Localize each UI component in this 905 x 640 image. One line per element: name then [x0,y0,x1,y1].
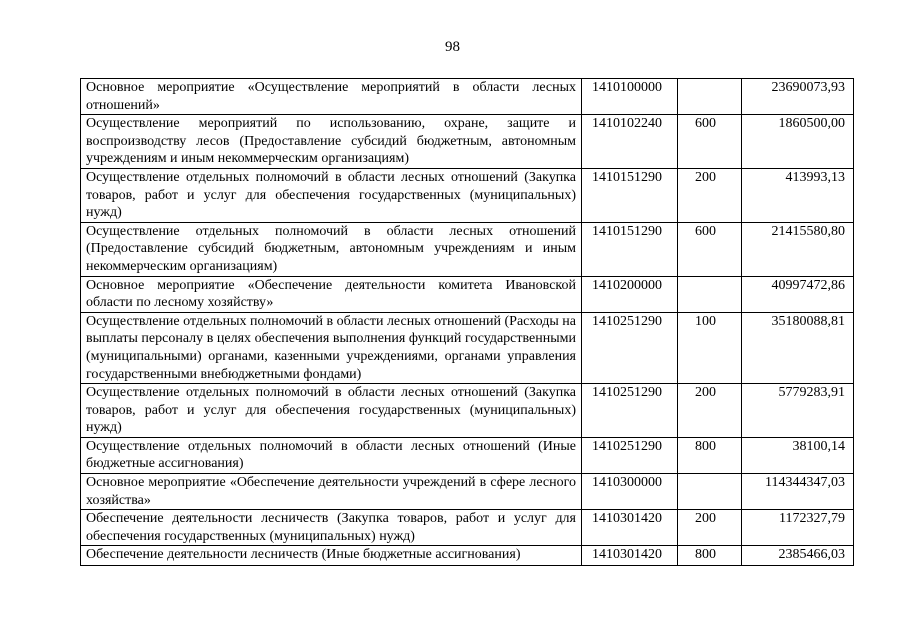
table-row [81,437,854,473]
expense-name-cell: Обеспечение деятельности лесничеств (Иные бюджетные ассигнования) [81,546,582,566]
budget-table [80,78,854,566]
expense-name-cell: Осуществление отдельных полномочий в области лесных отношений (Закупка товаров, работ и услуг для обеспечения государственных (муниципальных) нужд) [81,384,582,438]
expense-name-cell: Осуществление отдельных полномочий в области лесных отношений (Расходы на выплаты персоналу в целях обеспечения выполнения функций государственными (муниципальными) органами, казенными учреждениями, органами управления государственными внебюджетными фондами) [81,312,582,383]
amount-cell: 1860500,00 [742,115,854,169]
expense-type-cell: 800 [678,546,742,566]
table-row [81,510,854,546]
target-code-cell: 1410200000 [582,276,678,312]
table-row [81,79,854,115]
expense-name-cell: Осуществление отдельных полномочий в области лесных отношений (Иные бюджетные ассигнования) [81,437,582,473]
target-code-cell: 1410151290 [582,168,678,222]
expense-name-cell: Основное мероприятие «Обеспечение деятельности комитета Ивановской области по лесному хозяйству» [81,276,582,312]
expense-type-cell: 100 [678,312,742,383]
expense-name-cell: Основное мероприятие «Осуществление мероприятий в области лесных отношений» [81,79,582,115]
expense-type-cell: 200 [678,384,742,438]
amount-cell: 35180088,81 [742,312,854,383]
table-row [81,115,854,169]
target-code-cell: 1410102240 [582,115,678,169]
table-row [81,276,854,312]
amount-cell: 2385466,03 [742,546,854,566]
table-row [81,222,854,276]
expense-type-cell: 200 [678,168,742,222]
table-row [81,168,854,222]
expense-name-cell: Осуществление мероприятий по использованию, охране, защите и воспроизводству лесов (Предоставление субсидий бюджетным, автономным учреждениям и иным некоммерческим организациям) [81,115,582,169]
target-code-cell: 1410151290 [582,222,678,276]
target-code-cell: 1410300000 [582,474,678,510]
amount-cell: 1172327,79 [742,510,854,546]
table-row [81,474,854,510]
expense-type-cell: 600 [678,115,742,169]
amount-cell: 5779283,91 [742,384,854,438]
target-code-cell: 1410251290 [582,384,678,438]
expense-name-cell: Осуществление отдельных полномочий в области лесных отношений (Предоставление субсидий бюджетным, автономным учреждениям и иным некоммерческим организациям) [81,222,582,276]
expense-type-cell: 600 [678,222,742,276]
expense-type-cell [678,474,742,510]
target-code-cell: 1410100000 [582,79,678,115]
target-code-cell: 1410301420 [582,510,678,546]
expense-type-cell: 800 [678,437,742,473]
expense-name-cell: Основное мероприятие «Обеспечение деятельности учреждений в сфере лесного хозяйства» [81,474,582,510]
amount-cell: 114344347,03 [742,474,854,510]
expense-name-cell: Осуществление отдельных полномочий в области лесных отношений (Закупка товаров, работ и услуг для обеспечения государственных (муниципальных) нужд) [81,168,582,222]
table-row [81,384,854,438]
expense-name-cell: Обеспечение деятельности лесничеств (Закупка товаров, работ и услуг для обеспечения государственных (муниципальных) нужд) [81,510,582,546]
expense-type-cell [678,79,742,115]
page-number: 98 [445,39,460,55]
target-code-cell: 1410301420 [582,546,678,566]
expense-type-cell [678,276,742,312]
amount-cell: 40997472,86 [742,276,854,312]
amount-cell: 23690073,93 [742,79,854,115]
target-code-cell: 1410251290 [582,437,678,473]
amount-cell: 21415580,80 [742,222,854,276]
target-code-cell: 1410251290 [582,312,678,383]
amount-cell: 413993,13 [742,168,854,222]
amount-cell: 38100,14 [742,437,854,473]
expense-type-cell: 200 [678,510,742,546]
table-row [81,312,854,383]
table-row [81,546,854,566]
